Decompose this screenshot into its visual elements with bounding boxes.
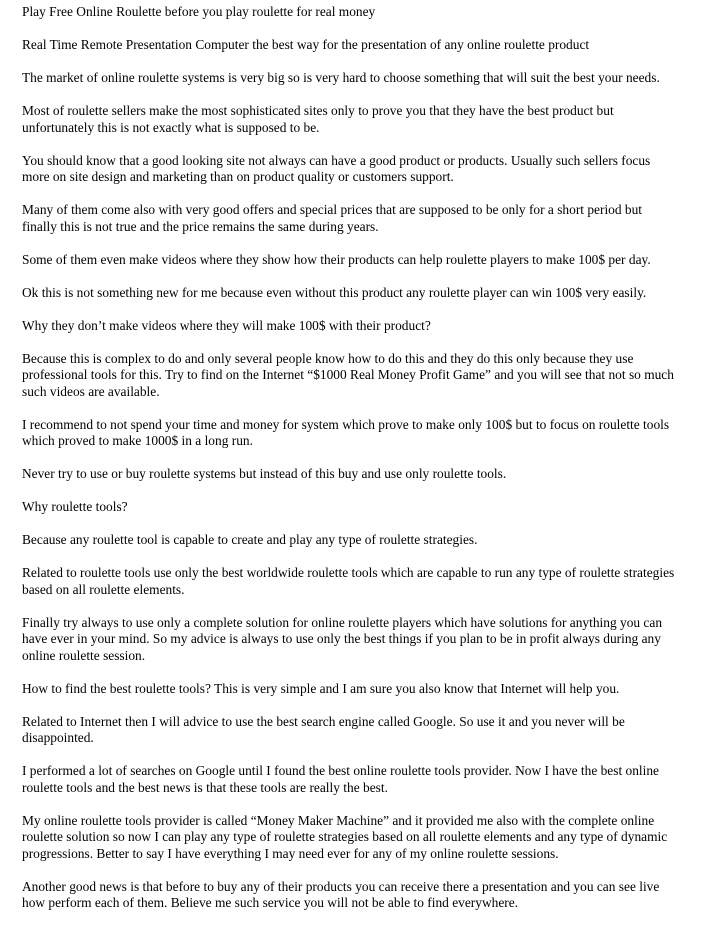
text-line: I recommend to not spend your time and money for system which prove to make only 100$ but to focus on roulette tools bbox=[22, 416, 670, 432]
text-line: finally this is not true and the price remains the same during years. bbox=[22, 218, 379, 234]
text-line: Finally try always to use only a complete solution for online roulette players which have solutions for anything you can bbox=[22, 614, 663, 630]
text-line: which proved to make 1000$ in a long run. bbox=[22, 433, 253, 448]
paragraph bbox=[22, 879, 722, 912]
paragraph bbox=[22, 466, 722, 483]
paragraph-title bbox=[22, 4, 722, 21]
text-line: Some of them even make videos where they show how their products can help roulette players to make 100$ per day. bbox=[22, 251, 651, 267]
paragraph bbox=[22, 318, 722, 335]
paragraph bbox=[22, 103, 722, 136]
text-line: unfortunately this is not exactly what is supposed to be. bbox=[22, 119, 320, 135]
text-line: based on all roulette elements. bbox=[22, 581, 185, 597]
text-line: Most of roulette sellers make the most sophisticated sites only to prove you that they have the best product but bbox=[22, 103, 614, 118]
text-line: Another good news is that before to buy any of their products you can receive there a presentation and you can see live bbox=[22, 878, 660, 894]
paragraph bbox=[22, 252, 722, 269]
text-line: professional tools for this. Try to find on the Internet “$1000 Real Money Profit Game” and you will see that not so much bbox=[22, 367, 674, 382]
text-line: roulette tools and the best news is that these tools are really the best. bbox=[22, 779, 388, 795]
text-line: roulette solution so now I can play any type of roulette strategies based on all roulette elements and any type of dynamic bbox=[22, 829, 668, 844]
text-line: Play Free Online Roulette before you play roulette for real money bbox=[22, 4, 376, 19]
text-line: How to find the best roulette tools? This is very simple and I am sure you also know that Internet will help you. bbox=[22, 680, 620, 696]
paragraph bbox=[22, 70, 722, 87]
paragraph bbox=[22, 37, 722, 54]
text-line: Ok this is not something new for me because even without this product any roulette player can win 100$ very easily. bbox=[22, 284, 647, 300]
paragraph bbox=[22, 763, 722, 796]
paragraph bbox=[22, 615, 722, 665]
text-line: You should know that a good looking site not always can have a good product or products. Usually such sellers focus bbox=[22, 152, 651, 168]
paragraph bbox=[22, 202, 722, 235]
paragraph bbox=[22, 813, 722, 863]
text-line: online roulette session. bbox=[22, 647, 146, 663]
text-line: Related to Internet then I will advice to use the best search engine called Google. So use it and you never will be bbox=[22, 713, 625, 729]
paragraph bbox=[22, 714, 722, 747]
paragraph bbox=[22, 499, 722, 516]
text-line: Many of them come also with very good offers and special prices that are supposed to be only for a short period but bbox=[22, 202, 643, 217]
text-line: I performed a lot of searches on Google until I found the best online roulette tools provider. Now I have the best online bbox=[22, 763, 660, 778]
paragraph bbox=[22, 532, 722, 549]
paragraph bbox=[22, 681, 722, 698]
text-line: My online roulette tools provider is called “Money Maker Machine” and it provided me also with the complete online bbox=[22, 812, 655, 828]
paragraph bbox=[22, 565, 722, 598]
paragraph bbox=[22, 351, 722, 401]
text-line: have ever in your mind. So my advice is always to use only the best things if you plan to be in profit always during any bbox=[22, 631, 661, 646]
text-line: more on site design and marketing than on product quality or customers support. bbox=[22, 169, 454, 184]
text-line: how perform each of them. Believe me such service you will not be able to find everywhere. bbox=[22, 895, 519, 910]
text-line: Why they don’t make videos where they will make 100$ with their product? bbox=[22, 317, 431, 333]
document-body bbox=[22, 4, 722, 928]
text-line: such videos are available. bbox=[22, 383, 160, 399]
text-line: Real Time Remote Presentation Computer the best way for the presentation of any online roulette product bbox=[22, 37, 590, 52]
paragraph bbox=[22, 417, 722, 450]
text-line: progressions. Better to say I have everything I may need ever for any of my online roulette sessions. bbox=[22, 845, 559, 861]
text-line: The market of online roulette systems is very big so is very hard to choose something that will suit the best your needs. bbox=[22, 70, 660, 85]
text-line: Because any roulette tool is capable to create and play any type of roulette strategies. bbox=[22, 532, 478, 547]
paragraph bbox=[22, 153, 722, 186]
text-line: Related to roulette tools use only the best worldwide roulette tools which are capable to run any type of roulette strategies bbox=[22, 565, 675, 580]
paragraph bbox=[22, 285, 722, 302]
text-line: disappointed. bbox=[22, 730, 94, 745]
text-line: Never try to use or buy roulette systems but instead of this buy and use only roulette tools. bbox=[22, 466, 507, 481]
text-line: Because this is complex to do and only several people know how to do this and they do this only because they use bbox=[22, 350, 634, 366]
text-line: Why roulette tools? bbox=[22, 499, 128, 514]
